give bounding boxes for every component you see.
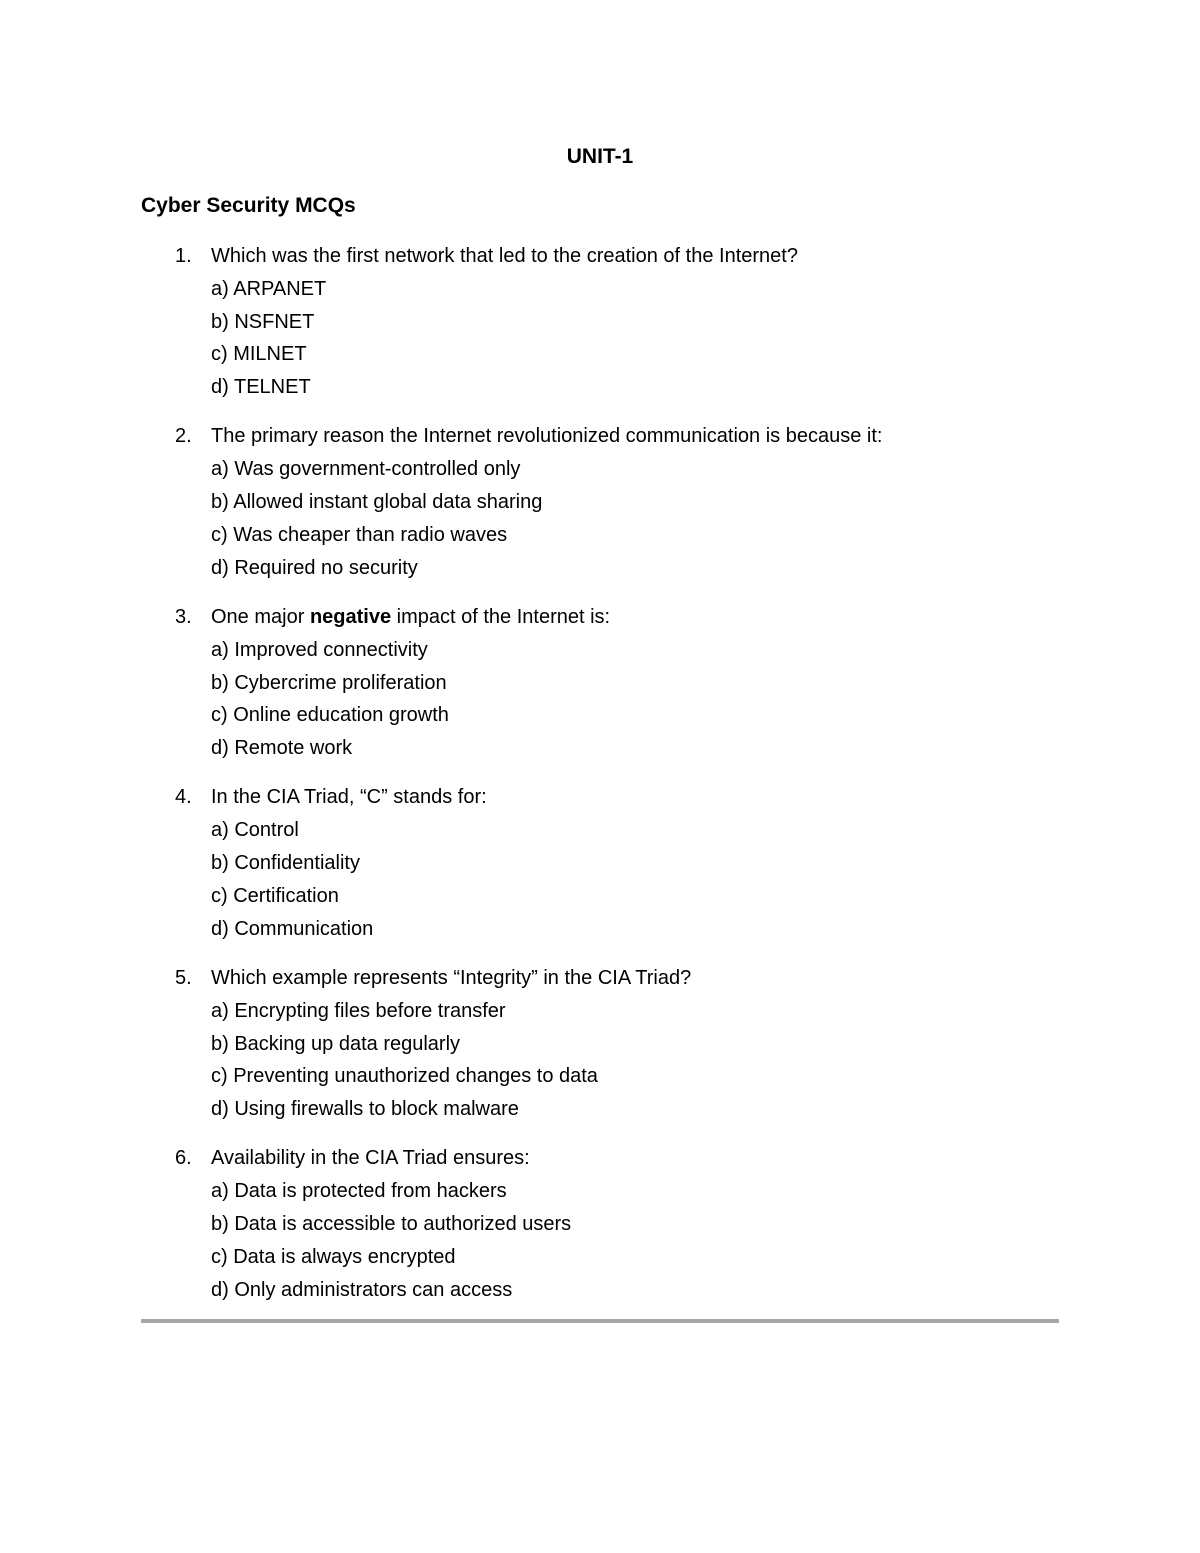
option-b: b) Data is accessible to authorized users xyxy=(211,1213,572,1236)
question-text: The primary reason the Internet revolutionized communication is because it: xyxy=(211,425,883,448)
question-number: 2. xyxy=(175,425,192,448)
question-number: 4. xyxy=(175,786,192,809)
option-d: d) Remote work xyxy=(211,737,353,760)
option-c: c) Preventing unauthorized changes to data xyxy=(211,1065,598,1088)
section-title: Cyber Security MCQs xyxy=(141,194,356,217)
option-c: c) Certification xyxy=(211,884,339,907)
question-2 xyxy=(141,420,1041,584)
question-number: 5. xyxy=(175,966,192,989)
unit-title: UNIT-1 xyxy=(566,145,634,168)
option-b: b) Confidentiality xyxy=(211,852,360,875)
option-b: b) NSFNET xyxy=(211,310,315,333)
question-text: Which was the first network that led to the creation of the Internet? xyxy=(211,245,798,267)
option-a: a) Improved connectivity xyxy=(211,638,428,661)
option-c: c) Online education growth xyxy=(211,704,449,727)
option-c: c) Data is always encrypted xyxy=(211,1245,456,1268)
option-d: d) TELNET xyxy=(211,376,311,399)
option-b: b) Allowed instant global data sharing xyxy=(211,491,543,514)
question-number: 6. xyxy=(175,1147,192,1170)
question-text-after: impact of the Internet is: xyxy=(391,605,611,628)
question-4 xyxy=(141,781,1041,945)
question-5 xyxy=(141,962,1041,1126)
option-a: a) Control xyxy=(211,819,299,842)
option-d: d) Using firewalls to block malware xyxy=(211,1098,519,1121)
option-d: d) Communication xyxy=(211,917,374,940)
question-text: Which example represents “Integrity” in the CIA Triad? xyxy=(211,966,692,989)
option-b: b) Cybercrime proliferation xyxy=(211,671,447,694)
question-text-before: One major xyxy=(211,605,310,628)
option-c: c) Was cheaper than radio waves xyxy=(211,523,508,546)
option-d: d) Required no security xyxy=(211,556,418,579)
question-1 xyxy=(141,240,1041,404)
option-b: b) Backing up data regularly xyxy=(211,1032,461,1055)
question-number: 3. xyxy=(175,605,192,628)
option-c: c) MILNET xyxy=(211,343,307,366)
question-list xyxy=(141,240,1041,1323)
question-text: In the CIA Triad, “C” stands for: xyxy=(211,786,487,809)
question-6 xyxy=(141,1142,1041,1306)
option-d: d) Only administrators can access xyxy=(211,1278,513,1301)
option-a: a) ARPANET xyxy=(211,277,327,300)
question-3 xyxy=(141,601,1041,765)
option-a: a) Was government-controlled only xyxy=(211,458,521,481)
question-text-emphasis: negative xyxy=(309,605,392,628)
option-a: a) Data is protected from hackers xyxy=(211,1180,507,1203)
page-divider xyxy=(141,1319,1059,1323)
question-number: 1. xyxy=(175,245,192,267)
option-a: a) Encrypting files before transfer xyxy=(211,999,506,1022)
question-text: Availability in the CIA Triad ensures: xyxy=(211,1147,530,1170)
